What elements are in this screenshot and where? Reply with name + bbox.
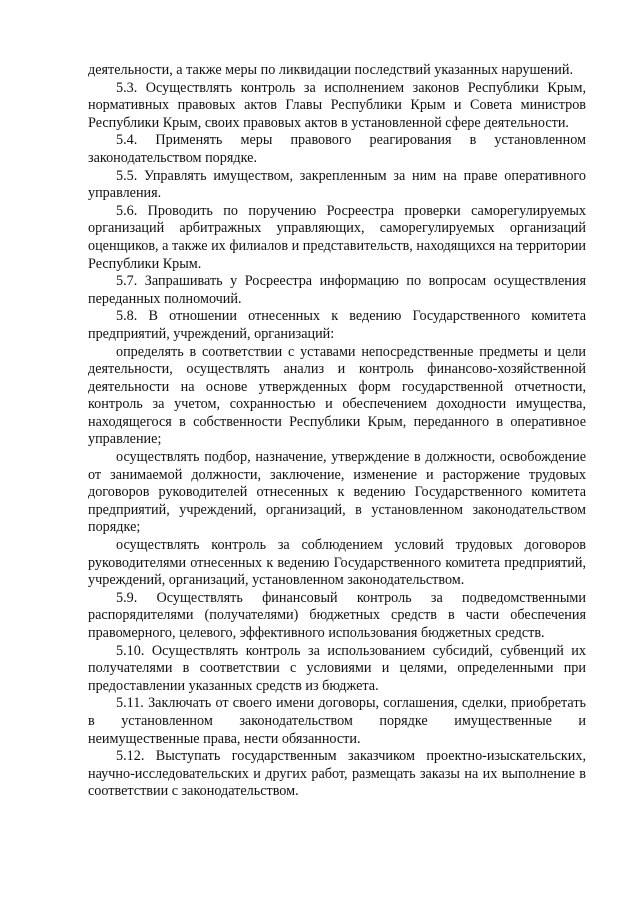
paragraph-5-8: 5.8. В отношении отнесенных к ведению Государственного комитета предприятий, учреждений, организаций: xyxy=(88,308,586,342)
paragraph-5-9: 5.9. Осуществлять финансовый контроль за подведомственными распорядителями (получателями) бюджетных средств в части обеспечения правомерного, целевого, эффективного использования бюджетных средств. xyxy=(88,589,586,641)
paragraph-5-8-item-2: осуществлять подбор, назначение, утверждение в должности, освобождение от занимаемой должности, заключение, изменение и расторжение трудовых договоров руководителей отнесенных к ведению Государственного комитета предприятий, учреждений, организаций, в установленном законодательством порядке; xyxy=(88,449,586,536)
paragraph-5-12: 5.12. Выступать государственным заказчиком проектно-изыскательских, научно-исследовательских и других работ, размещать заказы на их выполнение в соответствии с законодательством. xyxy=(88,748,586,800)
paragraph-continuation: деятельности, а также меры по ликвидации последствий указанных нарушений. xyxy=(88,62,573,78)
paragraph-5-8-item-1: определять в соответствии с уставами непосредственные предметы и цели деятельности, осуществлять анализ и контроль финансово-хозяйственной деятельности на основе утвержденных форм государственной отчетности, контроль за учетом, сохранностью и обеспечением доходности имущества, находящегося в собственности Республики Крым, переданного в оперативное управление; xyxy=(88,343,586,448)
paragraph-5-5: 5.5. Управлять имуществом, закрепленным за ним на праве оперативного управления. xyxy=(88,167,586,202)
paragraph-5-3: 5.3. Осуществлять контроль за исполнением законов Республики Крым, нормативных правовых актов Главы Республики Крым и Совета министров Республики Крым, своих правовых актов в установленной сфере деятельности. xyxy=(88,79,586,131)
paragraph-5-6: 5.6. Проводить по поручению Росреестра проверки саморегулируемых организаций арбитражных управляющих, саморегулируемых организаций оценщиков, а также их филиалов и представительств, находящихся на территории Республики Крым. xyxy=(88,202,586,272)
document-page xyxy=(88,62,586,801)
paragraph-5-8-item-3: осуществлять контроль за соблюдением условий трудовых договоров руководителями отнесенных к ведению Государственного комитета предприятий, учреждений, организаций, установленном законодательством. xyxy=(88,537,586,589)
paragraph-5-4: 5.4. Применять меры правового реагирования в установленном законодательством порядке. xyxy=(88,132,586,166)
paragraph-5-11: 5.11. Заключать от своего имени договоры, соглашения, сделки, приобретать в установленном законодательством порядке имущественные и неимущественные права, нести обязанности. xyxy=(88,695,586,747)
paragraph-5-10: 5.10. Осуществлять контроль за использованием субсидий, субвенций их получателями в соответствии с условиями и целями, определенными при предоставлении указанных средств из бюджета. xyxy=(88,642,586,694)
paragraph-5-7: 5.7. Запрашивать у Росреестра информацию по вопросам осуществления переданных полномочий. xyxy=(88,273,586,307)
